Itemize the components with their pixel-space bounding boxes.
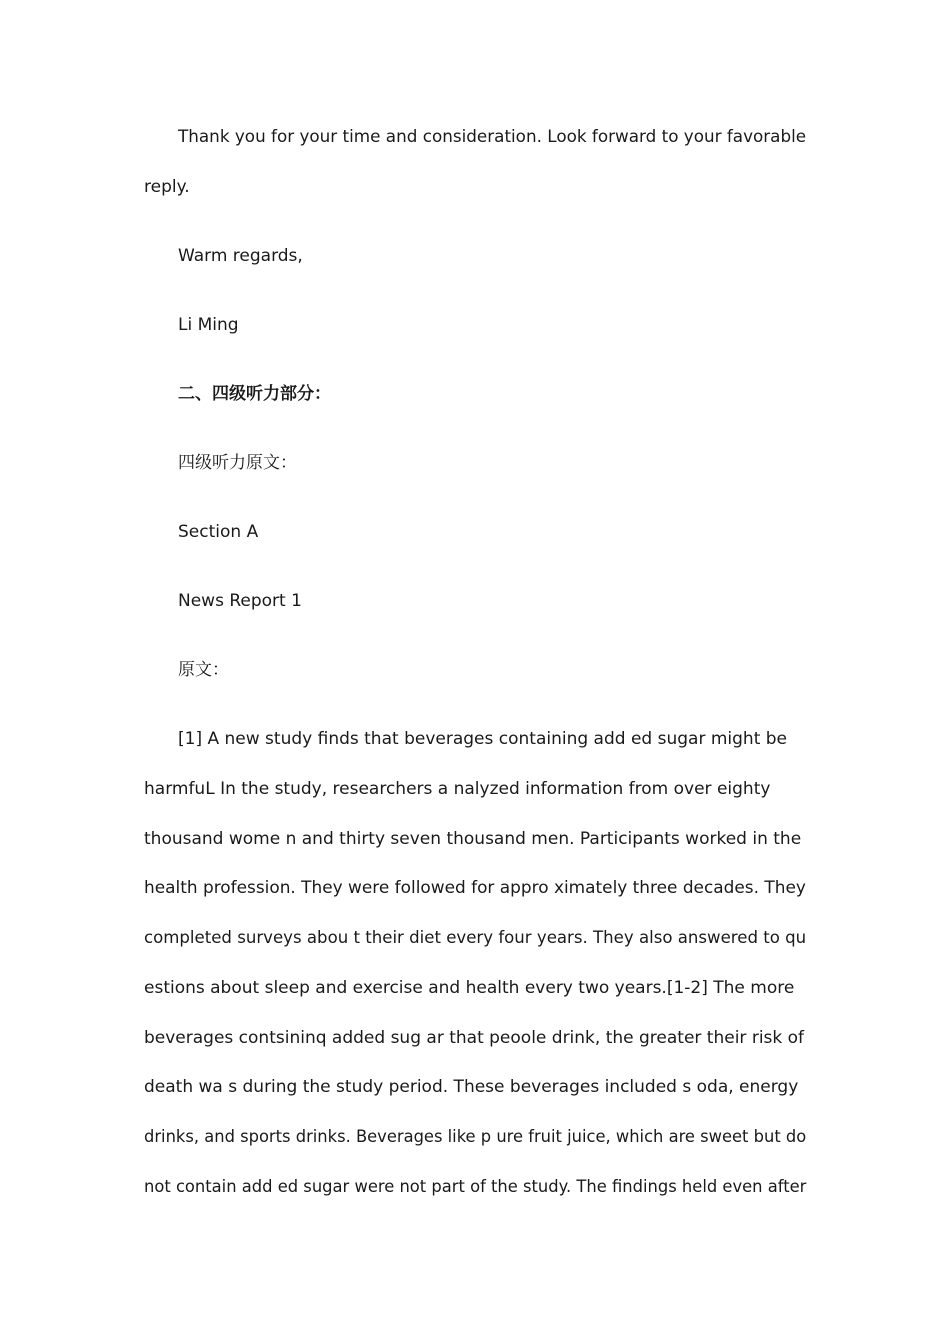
section-label: Section A: [178, 522, 259, 542]
paragraph-line: thousand wome n and thirty seven thousand men. Participants worked in the: [144, 829, 802, 849]
paragraph-line: harmfuL In the study, researchers a nalyzed information from over eighty: [144, 779, 771, 799]
paragraph-line: health profession. They were followed for appro ximately three decades. They: [144, 878, 806, 898]
letter-salutation: Warm regards,: [178, 246, 303, 266]
paragraph-line: beverages contsininq added sug ar that peoole drink, the greater their risk of: [144, 1028, 805, 1048]
letter-closing-line-1: Thank you for your time and consideration. Look forward to your favorable: [178, 127, 807, 147]
original-label: 原文：: [178, 660, 229, 680]
paragraph-line: estions about sleep and exercise and health every two years.[1-2] The more: [144, 978, 795, 998]
paragraph-line: [1] A new study finds that beverages containing add ed sugar might be: [178, 729, 788, 749]
paragraph-line: drinks, and sports drinks. Beverages like p ure fruit juice, which are sweet but do: [144, 1127, 807, 1147]
letter-closing-line-2: reply.: [144, 177, 190, 197]
letter-signature: Li Ming: [178, 315, 239, 335]
listening-section-heading: 二、四级听力部分：: [178, 384, 331, 404]
paragraph-line: death wa s during the study period. These beverages included s oda, energy: [144, 1077, 799, 1097]
report-label: News Report 1: [178, 591, 302, 611]
transcript-heading: 四级听力原文：: [178, 453, 297, 473]
paragraph-line: not contain add ed sugar were not part of the study. The findings held even after: [144, 1177, 807, 1197]
paragraph-line: completed surveys abou t their diet every four years. They also answered to qu: [144, 928, 807, 948]
